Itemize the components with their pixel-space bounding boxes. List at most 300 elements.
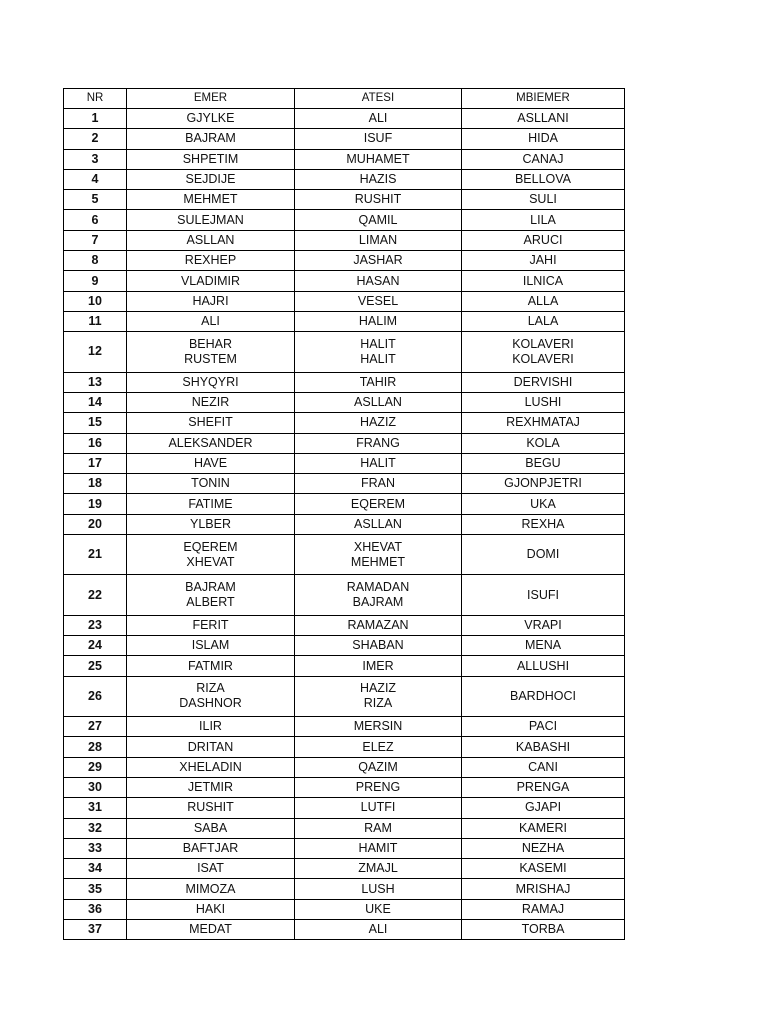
table-row <box>64 737 625 757</box>
cell-emer <box>127 474 295 494</box>
cell-nr: 22 <box>64 575 127 615</box>
column-header-emer: EMER <box>127 89 295 109</box>
cell-atesi-line: MUHAMET <box>346 151 410 166</box>
cell-emer-line: ASLLAN <box>186 232 235 247</box>
cell-emer-line: NEZIR <box>191 395 230 410</box>
table-row <box>64 109 625 129</box>
table-row <box>64 636 625 656</box>
cell-atesi-line: RAMADAN <box>346 580 410 595</box>
cell-mbiemer-line: ILNICA <box>522 273 564 288</box>
cell-emer-line: DASHNOR <box>179 696 242 711</box>
cell-atesi <box>295 737 462 757</box>
cell-atesi <box>295 818 462 838</box>
cell-mbiemer-line: PRENGA <box>516 780 570 795</box>
cell-atesi-line: ASLLAN <box>354 516 402 531</box>
cell-emer-line: FATMIR <box>188 658 233 673</box>
cell-mbiemer-line: VRAPI <box>524 617 562 632</box>
cell-emer-line: RUSHIT <box>187 800 234 815</box>
cell-emer <box>127 737 295 757</box>
table-row <box>64 575 625 615</box>
table-row <box>64 859 625 879</box>
cell-mbiemer-line: KASEMI <box>519 861 567 876</box>
cell-emer-line: SHEFIT <box>188 415 233 430</box>
table-row <box>64 899 625 919</box>
table-row <box>64 392 625 412</box>
cell-mbiemer-line: KOLAVERI <box>512 336 574 351</box>
table-row <box>64 920 625 940</box>
cell-emer-line: SHYQYRI <box>182 374 239 389</box>
cell-emer <box>127 575 295 615</box>
cell-atesi-line: ZMAJL <box>358 861 398 876</box>
cell-mbiemer-line: ARUCI <box>523 232 563 247</box>
cell-emer <box>127 149 295 169</box>
cell-atesi <box>295 777 462 797</box>
table-row <box>64 190 625 210</box>
cell-nr: 10 <box>64 291 127 311</box>
table-row <box>64 757 625 777</box>
table-row <box>64 149 625 169</box>
cell-emer <box>127 838 295 858</box>
cell-emer-line: HAJRI <box>192 293 229 308</box>
table-row <box>64 129 625 149</box>
cell-emer-line: ALBERT <box>186 595 235 610</box>
cell-emer-line: VLADIMIR <box>180 273 241 288</box>
cell-mbiemer-line: PACI <box>528 719 558 734</box>
cell-emer-line: HAVE <box>193 455 228 470</box>
cell-mbiemer <box>462 615 625 635</box>
cell-mbiemer <box>462 251 625 271</box>
cell-atesi <box>295 798 462 818</box>
table-row <box>64 798 625 818</box>
cell-atesi <box>295 838 462 858</box>
cell-mbiemer <box>462 433 625 453</box>
cell-nr: 27 <box>64 717 127 737</box>
cell-emer-line: FATIME <box>188 496 233 511</box>
cell-emer <box>127 798 295 818</box>
cell-nr: 1 <box>64 109 127 129</box>
table-row <box>64 372 625 392</box>
cell-atesi <box>295 494 462 514</box>
cell-atesi <box>295 757 462 777</box>
cell-atesi <box>295 474 462 494</box>
cell-atesi-line: HALIT <box>360 455 396 470</box>
cell-atesi <box>295 535 462 575</box>
cell-emer-line: SEJDIJE <box>185 172 236 187</box>
cell-mbiemer <box>462 109 625 129</box>
cell-mbiemer-line: KOLAVERI <box>512 351 574 366</box>
cell-mbiemer-line: ASLLANI <box>517 111 569 126</box>
cell-emer-line: BAFTJAR <box>182 841 239 856</box>
table-row <box>64 717 625 737</box>
cell-nr: 8 <box>64 251 127 271</box>
table-row <box>64 169 625 189</box>
cell-emer-line: MIMOZA <box>185 881 236 896</box>
cell-atesi-line: RAM <box>364 820 392 835</box>
cell-emer-line: MEHMET <box>183 192 238 207</box>
cell-mbiemer <box>462 575 625 615</box>
cell-mbiemer-line: KOLA <box>526 435 560 450</box>
cell-atesi-line: RAMAZAN <box>347 617 409 632</box>
cell-emer-line: JETMIR <box>187 780 234 795</box>
cell-emer-line: BEHAR <box>188 336 233 351</box>
table-row <box>64 210 625 230</box>
cell-emer <box>127 413 295 433</box>
cell-emer <box>127 757 295 777</box>
cell-nr: 7 <box>64 230 127 250</box>
cell-mbiemer-line: NEZHA <box>521 841 565 856</box>
cell-atesi-line: MEHMET <box>350 554 406 569</box>
cell-mbiemer-line: UKA <box>530 496 556 511</box>
cell-nr: 37 <box>64 920 127 940</box>
cell-emer-line: EQEREM <box>183 539 238 554</box>
cell-atesi-line: QAZIM <box>358 759 398 774</box>
cell-mbiemer-line: BARDHOCI <box>510 688 576 703</box>
cell-mbiemer-line: REXHA <box>521 516 565 531</box>
column-header-nr: NR <box>64 89 127 109</box>
cell-emer-line: ALEKSANDER <box>168 435 253 450</box>
cell-emer-line: SULEJMAN <box>177 212 244 227</box>
table-row <box>64 514 625 534</box>
cell-nr: 28 <box>64 737 127 757</box>
cell-mbiemer <box>462 413 625 433</box>
cell-atesi <box>295 575 462 615</box>
cell-mbiemer <box>462 818 625 838</box>
cell-atesi-line: TAHIR <box>359 374 397 389</box>
cell-emer-line: ISLAM <box>191 638 230 653</box>
cell-nr: 35 <box>64 879 127 899</box>
cell-atesi-line: FRAN <box>360 476 396 491</box>
cell-atesi-line: HAZIZ <box>359 681 397 696</box>
cell-mbiemer <box>462 737 625 757</box>
cell-atesi <box>295 230 462 250</box>
spreadsheet-page <box>63 88 624 940</box>
cell-mbiemer <box>462 676 625 716</box>
cell-nr: 2 <box>64 129 127 149</box>
cell-mbiemer-line: KAMERI <box>519 820 567 835</box>
cell-nr: 17 <box>64 453 127 473</box>
cell-emer-line: TONIN <box>191 476 230 491</box>
table-row <box>64 251 625 271</box>
cell-emer-line: RUSTEM <box>184 351 237 366</box>
cell-nr: 3 <box>64 149 127 169</box>
cell-mbiemer <box>462 392 625 412</box>
cell-mbiemer-line: ALLUSHI <box>516 658 570 673</box>
cell-mbiemer-line: LALA <box>527 314 559 329</box>
cell-nr: 20 <box>64 514 127 534</box>
cell-mbiemer-line: RAMAJ <box>521 901 565 916</box>
table-row <box>64 494 625 514</box>
cell-mbiemer-line: LILA <box>530 212 556 227</box>
cell-emer-line: RIZA <box>196 681 225 696</box>
cell-mbiemer <box>462 332 625 372</box>
cell-mbiemer <box>462 899 625 919</box>
cell-emer-line: MEDAT <box>189 922 232 937</box>
cell-nr: 34 <box>64 859 127 879</box>
cell-mbiemer <box>462 372 625 392</box>
cell-mbiemer-line: KABASHI <box>515 739 571 754</box>
cell-mbiemer-line: GJONPJETRI <box>504 476 582 491</box>
cell-mbiemer-line: BELLOVA <box>514 172 572 187</box>
cell-atesi <box>295 615 462 635</box>
cell-mbiemer-line: MENA <box>524 638 562 653</box>
cell-emer <box>127 879 295 899</box>
table-row <box>64 474 625 494</box>
cell-atesi-line: RUSHIT <box>354 192 402 207</box>
cell-emer <box>127 818 295 838</box>
cell-emer-line: XHEVAT <box>186 554 235 569</box>
cell-mbiemer-line: REXHMATAJ <box>506 415 580 430</box>
cell-mbiemer-line: MRISHAJ <box>515 881 571 896</box>
cell-mbiemer-line: LUSHI <box>524 395 562 410</box>
table-row <box>64 291 625 311</box>
cell-mbiemer <box>462 129 625 149</box>
cell-emer <box>127 453 295 473</box>
cell-atesi <box>295 413 462 433</box>
column-header-mbiemer: MBIEMER <box>462 89 625 109</box>
cell-nr: 31 <box>64 798 127 818</box>
table-row <box>64 230 625 250</box>
names-table <box>63 88 625 940</box>
cell-mbiemer-line: GJAPI <box>524 800 562 815</box>
cell-atesi <box>295 433 462 453</box>
cell-atesi-line: PRENG <box>355 780 401 795</box>
cell-nr: 25 <box>64 656 127 676</box>
cell-mbiemer <box>462 798 625 818</box>
cell-nr: 30 <box>64 777 127 797</box>
cell-atesi-line: VESEL <box>357 293 399 308</box>
cell-atesi-line: IMER <box>362 658 394 673</box>
cell-nr: 21 <box>64 535 127 575</box>
cell-atesi <box>295 109 462 129</box>
cell-emer-line: REXHEP <box>184 253 237 268</box>
cell-nr: 11 <box>64 311 127 331</box>
cell-atesi-line: LUTFI <box>360 800 396 815</box>
cell-atesi-line: HASAN <box>356 273 400 288</box>
table-row <box>64 413 625 433</box>
cell-emer <box>127 392 295 412</box>
cell-mbiemer <box>462 777 625 797</box>
cell-nr: 6 <box>64 210 127 230</box>
cell-emer <box>127 291 295 311</box>
cell-emer <box>127 920 295 940</box>
cell-atesi-line: HALIT <box>360 351 396 366</box>
cell-mbiemer <box>462 474 625 494</box>
cell-atesi-line: ASLLAN <box>354 395 402 410</box>
cell-mbiemer-line: TORBA <box>521 922 565 937</box>
cell-atesi-line: HALIM <box>358 314 398 329</box>
cell-nr: 33 <box>64 838 127 858</box>
cell-emer-line: ALI <box>201 314 220 329</box>
cell-nr: 19 <box>64 494 127 514</box>
cell-emer <box>127 169 295 189</box>
cell-emer-line: XHELADIN <box>179 759 242 774</box>
cell-emer-line: GJYLKE <box>186 111 235 126</box>
cell-atesi-line: RIZA <box>363 696 393 711</box>
cell-atesi <box>295 311 462 331</box>
cell-atesi <box>295 291 462 311</box>
cell-mbiemer <box>462 311 625 331</box>
cell-mbiemer <box>462 453 625 473</box>
cell-nr: 18 <box>64 474 127 494</box>
cell-nr: 14 <box>64 392 127 412</box>
cell-mbiemer <box>462 757 625 777</box>
cell-nr: 13 <box>64 372 127 392</box>
table-row <box>64 656 625 676</box>
cell-atesi <box>295 859 462 879</box>
table-header-row <box>64 89 625 109</box>
cell-mbiemer <box>462 636 625 656</box>
cell-nr: 36 <box>64 899 127 919</box>
cell-emer <box>127 109 295 129</box>
cell-nr: 5 <box>64 190 127 210</box>
cell-mbiemer-line: SULI <box>529 192 557 207</box>
table-row <box>64 818 625 838</box>
cell-mbiemer <box>462 230 625 250</box>
cell-emer-line: ILIR <box>199 719 222 734</box>
cell-atesi-line: HALIT <box>360 336 396 351</box>
cell-nr: 24 <box>64 636 127 656</box>
cell-atesi-line: EQEREM <box>350 496 406 511</box>
cell-atesi <box>295 251 462 271</box>
cell-atesi <box>295 899 462 919</box>
cell-mbiemer <box>462 535 625 575</box>
cell-atesi <box>295 879 462 899</box>
cell-atesi <box>295 271 462 291</box>
cell-atesi-line: UKE <box>365 901 391 916</box>
cell-atesi <box>295 717 462 737</box>
cell-emer-line: SHPETIM <box>182 151 239 166</box>
cell-atesi <box>295 210 462 230</box>
cell-mbiemer-line: ISUFI <box>527 587 559 602</box>
cell-emer <box>127 676 295 716</box>
table-row <box>64 311 625 331</box>
cell-emer-line: DRITAN <box>187 739 234 754</box>
cell-mbiemer <box>462 169 625 189</box>
table-row <box>64 271 625 291</box>
cell-emer <box>127 271 295 291</box>
cell-emer <box>127 859 295 879</box>
cell-emer <box>127 251 295 271</box>
cell-mbiemer <box>462 494 625 514</box>
cell-atesi <box>295 453 462 473</box>
table-row <box>64 615 625 635</box>
cell-emer <box>127 899 295 919</box>
table-row <box>64 676 625 716</box>
cell-emer <box>127 230 295 250</box>
cell-mbiemer <box>462 514 625 534</box>
cell-mbiemer <box>462 291 625 311</box>
cell-mbiemer-line: BEGU <box>525 455 561 470</box>
cell-emer-line: YLBER <box>190 516 231 531</box>
cell-nr: 32 <box>64 818 127 838</box>
cell-emer <box>127 615 295 635</box>
cell-atesi-line: JASHAR <box>353 253 403 268</box>
cell-atesi <box>295 920 462 940</box>
cell-atesi-line: ALI <box>368 111 388 126</box>
cell-emer-line: FERIT <box>192 617 229 632</box>
cell-nr: 16 <box>64 433 127 453</box>
cell-atesi-line: HAMIT <box>358 841 398 856</box>
cell-emer <box>127 777 295 797</box>
cell-atesi-line: BAJRAM <box>352 595 404 610</box>
cell-nr: 29 <box>64 757 127 777</box>
cell-nr: 12 <box>64 332 127 372</box>
cell-mbiemer <box>462 859 625 879</box>
cell-emer-line: BAJRAM <box>185 131 236 146</box>
table-row <box>64 879 625 899</box>
table-row <box>64 838 625 858</box>
cell-mbiemer <box>462 210 625 230</box>
cell-emer <box>127 311 295 331</box>
cell-atesi-line: ALI <box>368 922 388 937</box>
cell-mbiemer-line: DERVISHI <box>513 374 573 389</box>
cell-atesi <box>295 169 462 189</box>
cell-atesi-line: ISUF <box>363 131 393 146</box>
cell-emer <box>127 210 295 230</box>
table-body <box>64 109 625 940</box>
cell-nr: 15 <box>64 413 127 433</box>
cell-atesi-line: XHEVAT <box>353 539 403 554</box>
cell-emer <box>127 656 295 676</box>
cell-mbiemer <box>462 656 625 676</box>
cell-atesi <box>295 129 462 149</box>
cell-nr: 4 <box>64 169 127 189</box>
cell-nr: 9 <box>64 271 127 291</box>
cell-atesi <box>295 372 462 392</box>
cell-atesi <box>295 636 462 656</box>
cell-atesi <box>295 392 462 412</box>
cell-mbiemer <box>462 717 625 737</box>
cell-emer <box>127 372 295 392</box>
cell-mbiemer-line: DOMI <box>526 547 560 562</box>
cell-atesi <box>295 190 462 210</box>
cell-atesi-line: QAMIL <box>358 212 398 227</box>
cell-mbiemer <box>462 271 625 291</box>
cell-atesi-line: LUSH <box>361 881 395 896</box>
cell-mbiemer-line: ALLA <box>527 293 559 308</box>
table-row <box>64 332 625 372</box>
cell-atesi-line: MERSIN <box>353 719 403 734</box>
cell-emer <box>127 332 295 372</box>
table-row <box>64 777 625 797</box>
cell-atesi <box>295 656 462 676</box>
cell-atesi <box>295 149 462 169</box>
cell-atesi <box>295 514 462 534</box>
cell-atesi-line: FRANG <box>356 435 400 450</box>
cell-atesi-line: HAZIZ <box>359 415 397 430</box>
cell-emer <box>127 129 295 149</box>
cell-nr: 23 <box>64 615 127 635</box>
cell-mbiemer-line: CANAJ <box>522 151 564 166</box>
cell-mbiemer <box>462 190 625 210</box>
cell-emer-line: SABA <box>193 820 228 835</box>
cell-emer <box>127 535 295 575</box>
cell-emer <box>127 717 295 737</box>
cell-atesi-line: HAZIS <box>359 172 397 187</box>
cell-mbiemer <box>462 920 625 940</box>
cell-nr: 26 <box>64 676 127 716</box>
cell-emer-line: HAKI <box>195 901 226 916</box>
table-row <box>64 433 625 453</box>
cell-atesi <box>295 676 462 716</box>
cell-mbiemer-line: JAHI <box>529 253 557 268</box>
cell-emer <box>127 636 295 656</box>
cell-atesi <box>295 332 462 372</box>
cell-mbiemer <box>462 838 625 858</box>
cell-emer-line: BAJRAM <box>185 580 236 595</box>
cell-mbiemer-line: HIDA <box>528 131 558 146</box>
cell-emer <box>127 494 295 514</box>
